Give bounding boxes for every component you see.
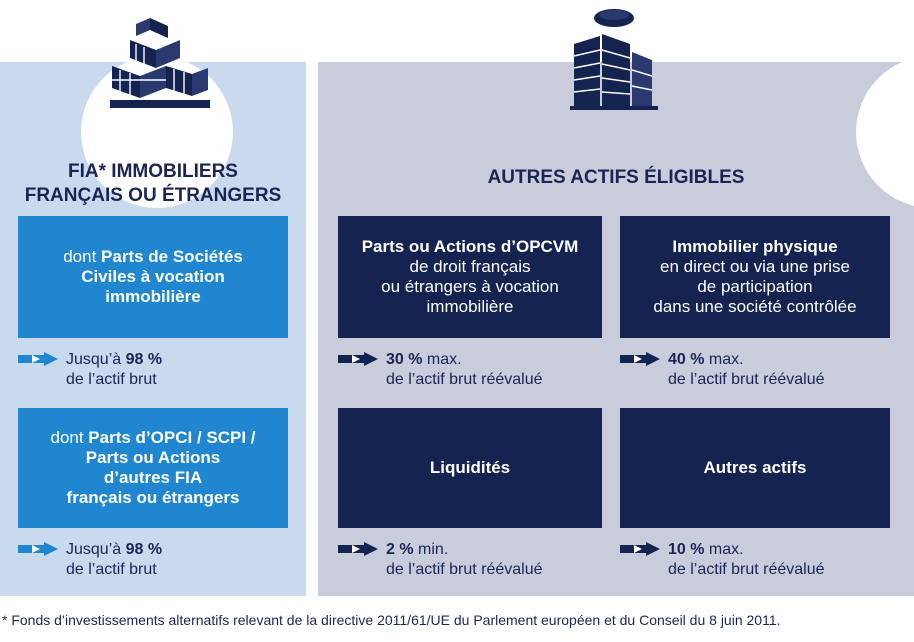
limit-opcvm-suffix: max. — [422, 351, 462, 368]
box-opcvm — [338, 216, 602, 338]
box-immobilier — [620, 216, 890, 338]
arrow-right-icon — [620, 352, 660, 366]
limit-opci-line2: de l’actif brut — [66, 561, 157, 578]
box-sci-bold1: Parts de Sociétés — [101, 247, 243, 266]
limit-liquidites — [338, 540, 602, 582]
limit-sci — [18, 350, 288, 392]
right-heading: AUTRES ACTIFS ÉLIGIBLES — [487, 167, 745, 188]
footnote: * Fonds d’investissements alternatifs relevant de la directive 2011/61/UE du Parlement européen et du Conseil du 8 juin 2011. — [2, 612, 781, 628]
left-heading-line2: FRANÇAIS OU ÉTRANGERS — [24, 185, 282, 206]
box-liquidites-bold: Liquidités — [429, 458, 511, 477]
stacked-buildings-icon — [100, 14, 216, 114]
limit-autres-actifs-suffix: max. — [704, 541, 744, 558]
box-opci-bold2: Parts ou Actions — [85, 448, 221, 467]
skyscraper-icon — [566, 4, 666, 114]
box-sci-pre: dont — [63, 247, 102, 266]
box-immobilier-line4: dans une société contrôlée — [653, 297, 857, 316]
limit-sci-value: 98 % — [125, 351, 163, 368]
limit-sci-line2: de l’actif brut — [66, 371, 157, 388]
box-autres-actifs-bold: Autres actifs — [703, 458, 807, 477]
box-sci-bold3: immobilière — [105, 287, 201, 306]
limit-liquidites-value: 2 % — [386, 541, 414, 558]
arrow-right-icon — [338, 542, 378, 556]
box-opci — [18, 408, 288, 528]
box-sci-bold2: Civiles à vocation — [81, 267, 225, 286]
limit-liquidites-line2: de l’actif brut réévalué — [386, 561, 543, 578]
box-immobilier-line3: de participation — [697, 277, 813, 296]
limit-immobilier — [620, 350, 890, 392]
box-immobilier-bold: Immobilier physique — [672, 237, 838, 256]
limit-liquidites-suffix: min. — [413, 541, 449, 558]
arrow-right-icon — [18, 352, 58, 366]
arrow-right-icon — [338, 352, 378, 366]
limit-opcvm-line2: de l’actif brut réévalué — [386, 371, 543, 388]
limit-autres-actifs-value: 10 % — [668, 541, 705, 558]
box-opci-bold1: Parts d’OPCI / SCPI / — [88, 428, 256, 447]
left-heading — [0, 160, 306, 208]
box-immobilier-line2: en direct ou via une prise — [660, 257, 850, 276]
limit-immobilier-value: 40 % — [668, 351, 705, 368]
box-autres-actifs — [620, 408, 890, 528]
box-sci — [18, 216, 288, 338]
limit-opci-value: 98 % — [125, 541, 163, 558]
limit-opci-pre: Jusqu’à — [66, 541, 126, 558]
limit-opcvm-value: 30 % — [386, 351, 423, 368]
limit-autres-actifs-line2: de l’actif brut réévalué — [668, 561, 825, 578]
box-opci-pre: dont — [50, 428, 89, 447]
arrow-right-icon — [620, 542, 660, 556]
limit-immobilier-line2: de l’actif brut réévalué — [668, 371, 825, 388]
limit-sci-pre: Jusqu’à — [66, 351, 126, 368]
box-opcvm-line2: de droit français — [409, 257, 531, 276]
box-liquidites — [338, 408, 602, 528]
limit-opcvm — [338, 350, 602, 392]
limit-opci — [18, 540, 288, 582]
box-opcvm-bold: Parts ou Actions d’OPCVM — [361, 237, 579, 256]
box-opcvm-line3: ou étrangers à vocation — [381, 277, 559, 296]
arrow-right-icon — [18, 542, 58, 556]
box-opci-bold3: d’autres FIA — [103, 468, 203, 487]
limit-autres-actifs — [620, 540, 890, 582]
limit-immobilier-suffix: max. — [704, 351, 744, 368]
left-heading-line1: FIA* IMMOBILIERS — [68, 161, 238, 182]
box-opci-bold4: français ou étrangers — [66, 488, 240, 507]
box-opcvm-line4: immobilière — [426, 297, 514, 316]
